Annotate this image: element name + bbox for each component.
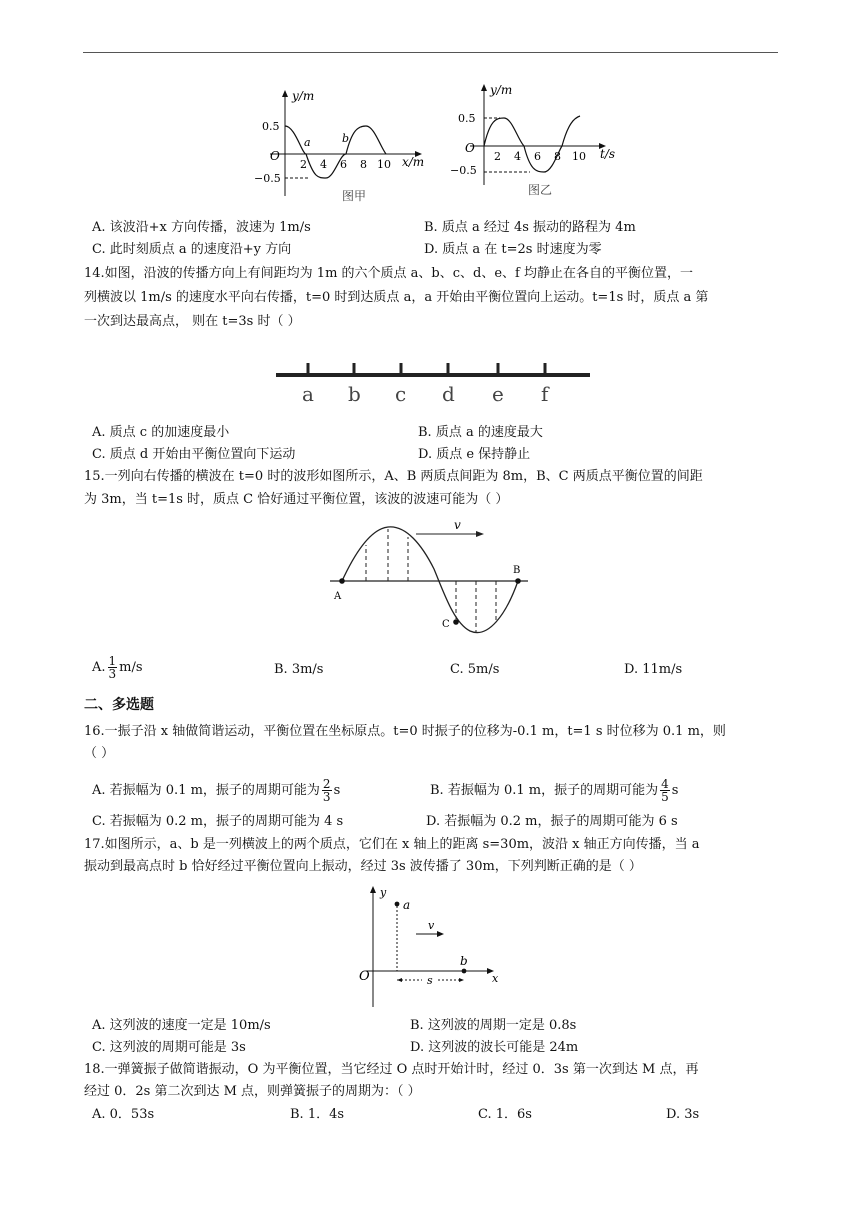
q17-axes-figure	[356, 882, 506, 1012]
q16-option-d: D. 若振幅为 0.2 m，振子的周期可能为 6 s	[426, 814, 678, 829]
q15-line: 15.一列向右传播的横波在 t=0 时的波形如图所示，A、B 两质点间距为 8m，B、C 两质点平衡位置的间距	[84, 469, 703, 484]
q16-option-a-denominator: 3	[322, 790, 331, 804]
q14-points-figure	[276, 355, 592, 405]
q15-option-a-prefix: A.	[92, 660, 106, 675]
q15-point-a: A	[334, 591, 342, 602]
q13-option-d: D. 质点 a 在 t=2s 时速度为零	[424, 242, 602, 257]
fig-jia-tick: 6	[340, 158, 347, 171]
q17-option-d: D. 这列波的波长可能是 24m	[410, 1040, 579, 1055]
fig-yi-tick: 6	[534, 150, 541, 163]
q15-point-c: C	[442, 619, 450, 630]
q17-distance-label: s	[427, 974, 433, 987]
q14-point-label: f	[541, 382, 549, 406]
fig-jia-xlabel: x/m	[402, 155, 425, 169]
q15-option-a-fraction	[108, 655, 118, 680]
q14-line: 14.如图，沿波的传播方向上有间距均为 1m 的六个质点 a、b、c、d、e、f 均静止在各自的平衡位置，一	[84, 266, 693, 281]
fig-jia-tick: 8	[360, 158, 367, 171]
fig-jia-point-a: a	[304, 136, 311, 149]
q15-option-d: D. 11m/s	[624, 662, 683, 677]
figure-jia-wave-graph	[250, 86, 440, 206]
fig-jia-tick: 2	[300, 158, 307, 171]
fig-yi-tick: 2	[494, 150, 501, 163]
figure-yi-vibration-graph	[450, 80, 640, 200]
q14-point-label: b	[348, 382, 361, 406]
q18-option-d: D. 3s	[666, 1107, 700, 1122]
q18-line: 经过 0．2s 第二次到达 M 点，则弹簧振子的周期为：（ ）	[84, 1084, 421, 1099]
fig-jia-tick: 10	[377, 158, 391, 171]
fig-jia-y-pos: 0.5	[262, 120, 280, 133]
q17-axis-x-label: x	[492, 972, 499, 985]
q17-axis-y-label: y	[380, 886, 387, 899]
q17-origin-label: O	[359, 969, 370, 984]
fig-jia-tick: 4	[320, 158, 327, 171]
fig-yi-xlabel: t/s	[600, 147, 616, 161]
q14-point-label: c	[395, 382, 407, 406]
q14-option-c: C. 质点 d 开始由平衡位置向下运动	[92, 447, 296, 462]
fig-jia-ylabel: y/m	[292, 89, 315, 103]
q16-option-b-unit: s	[671, 783, 679, 798]
q15-wave-curve	[342, 527, 521, 633]
fig-yi-origin: O	[465, 141, 475, 155]
q16-line: 16.一振子沿 x 轴做简谐运动，平衡位置在坐标原点。t=0 时振子的位移为-0.1 m，t=1 s 时位移为 0.1 m，则	[84, 724, 726, 739]
q16-option-b-denominator: 5	[661, 790, 669, 804]
q17-velocity-label: v	[428, 919, 435, 932]
q16-option-a-numerator: 2	[322, 777, 331, 791]
q13-option-a: A. 该波沿+x 方向传播，波速为 1m/s	[92, 220, 311, 235]
fig-yi-caption: 图乙	[528, 183, 553, 197]
q14-option-b: B. 质点 a 的速度最大	[418, 425, 543, 440]
fig-jia-origin: O	[270, 149, 280, 163]
q15-option-a-denominator: 3	[108, 667, 117, 681]
q16-option-a-fraction	[322, 778, 332, 803]
q17-line: 振动到最高点时 b 恰好经过平衡位置向上振动，经过 3s 波传播了 30m，下列判断正确的是（ ）	[84, 859, 642, 874]
fig-yi-curve	[484, 116, 580, 172]
fig-yi-ylabel: y/m	[490, 83, 513, 97]
q18-line: 18.一弹簧振子做简谐振动，O 为平衡位置，当它经过 O 点时开始计时，经过 0．3s 第一次到达 M 点，再	[84, 1062, 699, 1077]
q14-line: 列横波以 1m/s 的速度水平向右传播，t=0 时到达质点 a，a 开始由平衡位置向上运动。t=1s 时，质点 a 第	[84, 290, 709, 305]
q16-option-a	[92, 778, 340, 803]
q18-option-a: A. 0．53s	[92, 1107, 155, 1122]
q15-option-a-numerator: 1	[108, 654, 117, 668]
q15-option-b: B. 3m/s	[274, 662, 324, 677]
q15-option-a	[92, 655, 143, 680]
q16-option-a-text: A. 若振幅为 0.1 m，振子的周期可能为	[92, 783, 320, 798]
q14-point-label: a	[302, 382, 314, 406]
q16-option-a-unit: s	[333, 783, 341, 798]
q14-point-label: e	[492, 382, 504, 406]
q15-velocity-label: v	[454, 518, 461, 532]
fig-yi-y-neg: −0.5	[450, 164, 477, 177]
q16-option-c: C. 若振幅为 0.2 m，振子的周期可能为 4 s	[92, 814, 344, 829]
q17-point-a: a	[403, 898, 411, 912]
q15-line: 为 3m，当 t=1s 时，质点 C 恰好通过平衡位置，该波的波速可能为（ ）	[84, 492, 509, 507]
section-title-multiple-choice: 二、多选题	[84, 697, 154, 713]
q17-option-b: B. 这列波的周期一定是 0.8s	[410, 1018, 577, 1033]
q18-option-c: C. 1．6s	[478, 1107, 532, 1122]
q13-option-b: B. 质点 a 经过 4s 振动的路程为 4m	[424, 220, 636, 235]
q14-option-d: D. 质点 e 保持静止	[418, 447, 531, 462]
q17-line: 17.如图所示，a、b 是一列横波上的两个质点，它们在 x 轴上的距离 s=30m，波沿 x 轴正方向传播，当 a	[84, 837, 700, 852]
q17-option-c: C. 这列波的周期可能是 3s	[92, 1040, 246, 1055]
q16-option-b-text: B. 若振幅为 0.1 m，振子的周期可能为	[430, 783, 659, 798]
q16-option-b	[430, 778, 678, 803]
q15-option-a-unit: m/s	[119, 660, 143, 675]
q14-line: 一次到达最高点， 则在 t=3s 时（ ）	[84, 314, 301, 329]
fig-jia-caption: 图甲	[342, 189, 367, 203]
q14-option-a: A. 质点 c 的加速度最小	[92, 425, 230, 440]
q15-point-b: B	[513, 565, 521, 576]
q17-point-b: b	[460, 954, 468, 968]
q15-wave-figure	[330, 515, 530, 640]
q16-option-b-numerator: 4	[661, 777, 669, 791]
fig-yi-y-pos: 0.5	[458, 112, 476, 125]
q16-line: （ ）	[84, 746, 115, 761]
q13-option-c: C. 此时刻质点 a 的速度沿+y 方向	[92, 242, 292, 257]
fig-jia-point-b: b	[342, 132, 350, 145]
q18-option-b: B. 1．4s	[290, 1107, 345, 1122]
fig-yi-tick: 4	[514, 150, 521, 163]
q16-option-b-fraction	[660, 778, 670, 803]
fig-yi-tick: 8	[554, 150, 561, 163]
header-rule	[83, 52, 778, 53]
q15-option-c: C. 5m/s	[450, 662, 500, 677]
q17-option-a: A. 这列波的速度一定是 10m/s	[92, 1018, 271, 1033]
q14-point-label: d	[442, 382, 455, 406]
fig-yi-tick: 10	[572, 150, 586, 163]
fig-jia-y-neg: −0.5	[254, 172, 281, 185]
